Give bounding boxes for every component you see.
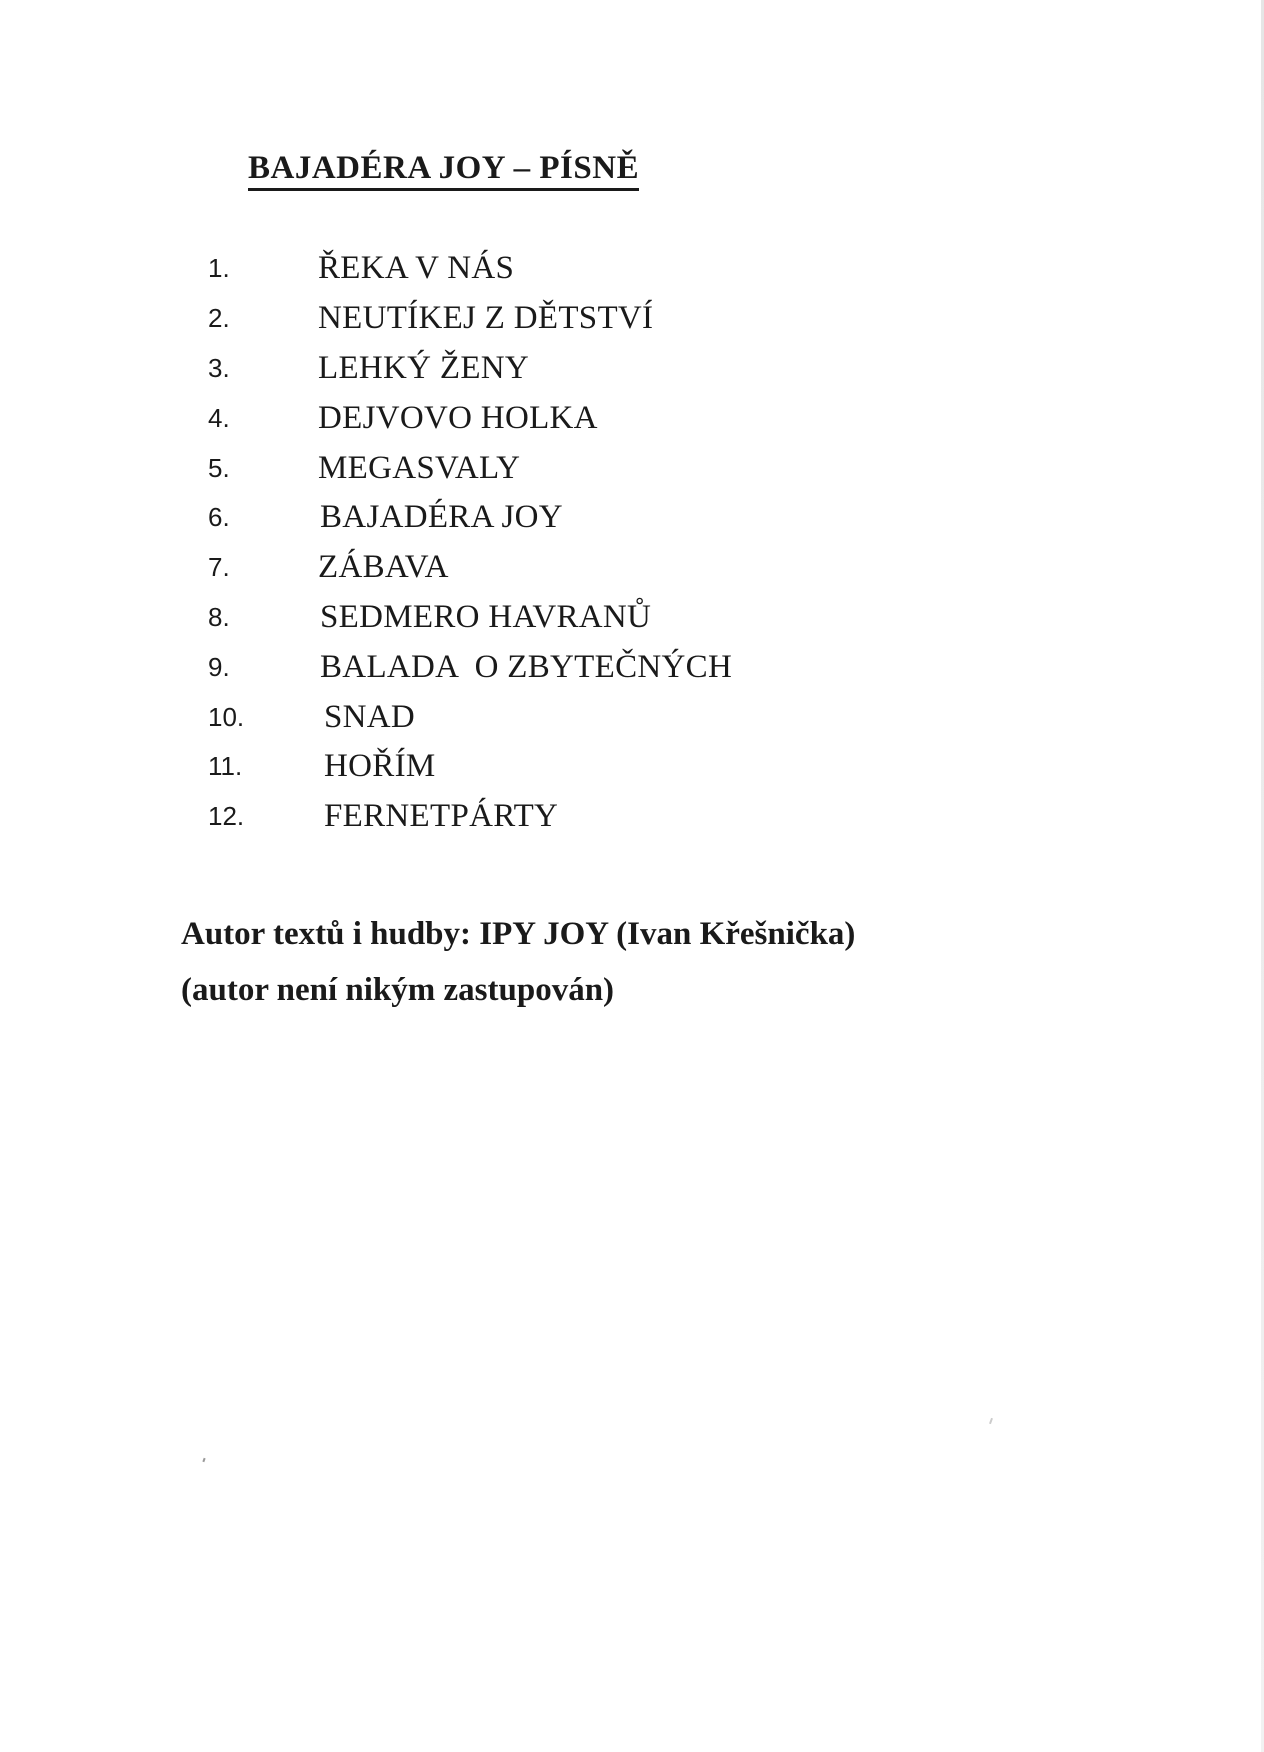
author-note: (autor není nikým zastupován) bbox=[181, 972, 615, 1008]
song-item bbox=[208, 692, 732, 742]
song-item bbox=[208, 543, 732, 593]
song-number: 12. bbox=[208, 801, 245, 832]
song-number: 6. bbox=[208, 502, 230, 533]
song-title: ZÁBAVA bbox=[318, 549, 449, 586]
song-number: 10. bbox=[208, 701, 245, 732]
document-title: BAJADÉRA JOY – PÍSNĚ bbox=[248, 148, 639, 191]
song-title: SEDMERO HAVRANŮ bbox=[320, 598, 652, 635]
song-item bbox=[208, 493, 732, 543]
song-item bbox=[208, 742, 732, 792]
song-item bbox=[208, 443, 732, 493]
song-title: FERNETPÁRTY bbox=[324, 798, 559, 835]
song-item bbox=[208, 244, 732, 294]
scan-speck bbox=[989, 1418, 993, 1424]
song-number: 8. bbox=[208, 601, 230, 632]
song-title: SNAD bbox=[324, 698, 416, 735]
song-item bbox=[208, 642, 732, 692]
song-item bbox=[208, 792, 732, 842]
song-number: 3. bbox=[208, 352, 230, 383]
scan-speck bbox=[202, 1458, 205, 1462]
song-title: NEUTÍKEJ Z DĚTSTVÍ bbox=[318, 300, 654, 337]
song-title: ŘEKA V NÁS bbox=[318, 250, 515, 287]
author-credit: Autor textů i hudby: IPY JOY (Ivan Křešnička) bbox=[181, 916, 856, 952]
song-number: 7. bbox=[208, 552, 230, 583]
song-title: HOŘÍM bbox=[324, 748, 436, 785]
song-title: LEHKÝ ŽENY bbox=[318, 349, 530, 386]
song-title: BALADA O ZBYTEČNÝCH bbox=[320, 648, 733, 685]
song-title: BAJADÉRA JOY bbox=[320, 499, 563, 536]
song-number: 5. bbox=[208, 452, 230, 483]
song-list bbox=[208, 244, 732, 842]
song-number: 1. bbox=[208, 253, 230, 284]
song-number: 2. bbox=[208, 303, 230, 334]
song-item bbox=[208, 593, 732, 643]
song-number: 4. bbox=[208, 402, 230, 433]
song-item bbox=[208, 344, 732, 394]
song-number: 9. bbox=[208, 651, 230, 682]
song-item bbox=[208, 393, 732, 443]
song-item bbox=[208, 294, 732, 344]
song-title: DEJVOVO HOLKA bbox=[318, 399, 598, 436]
song-title: MEGASVALY bbox=[318, 449, 521, 486]
song-number: 11. bbox=[208, 751, 243, 782]
